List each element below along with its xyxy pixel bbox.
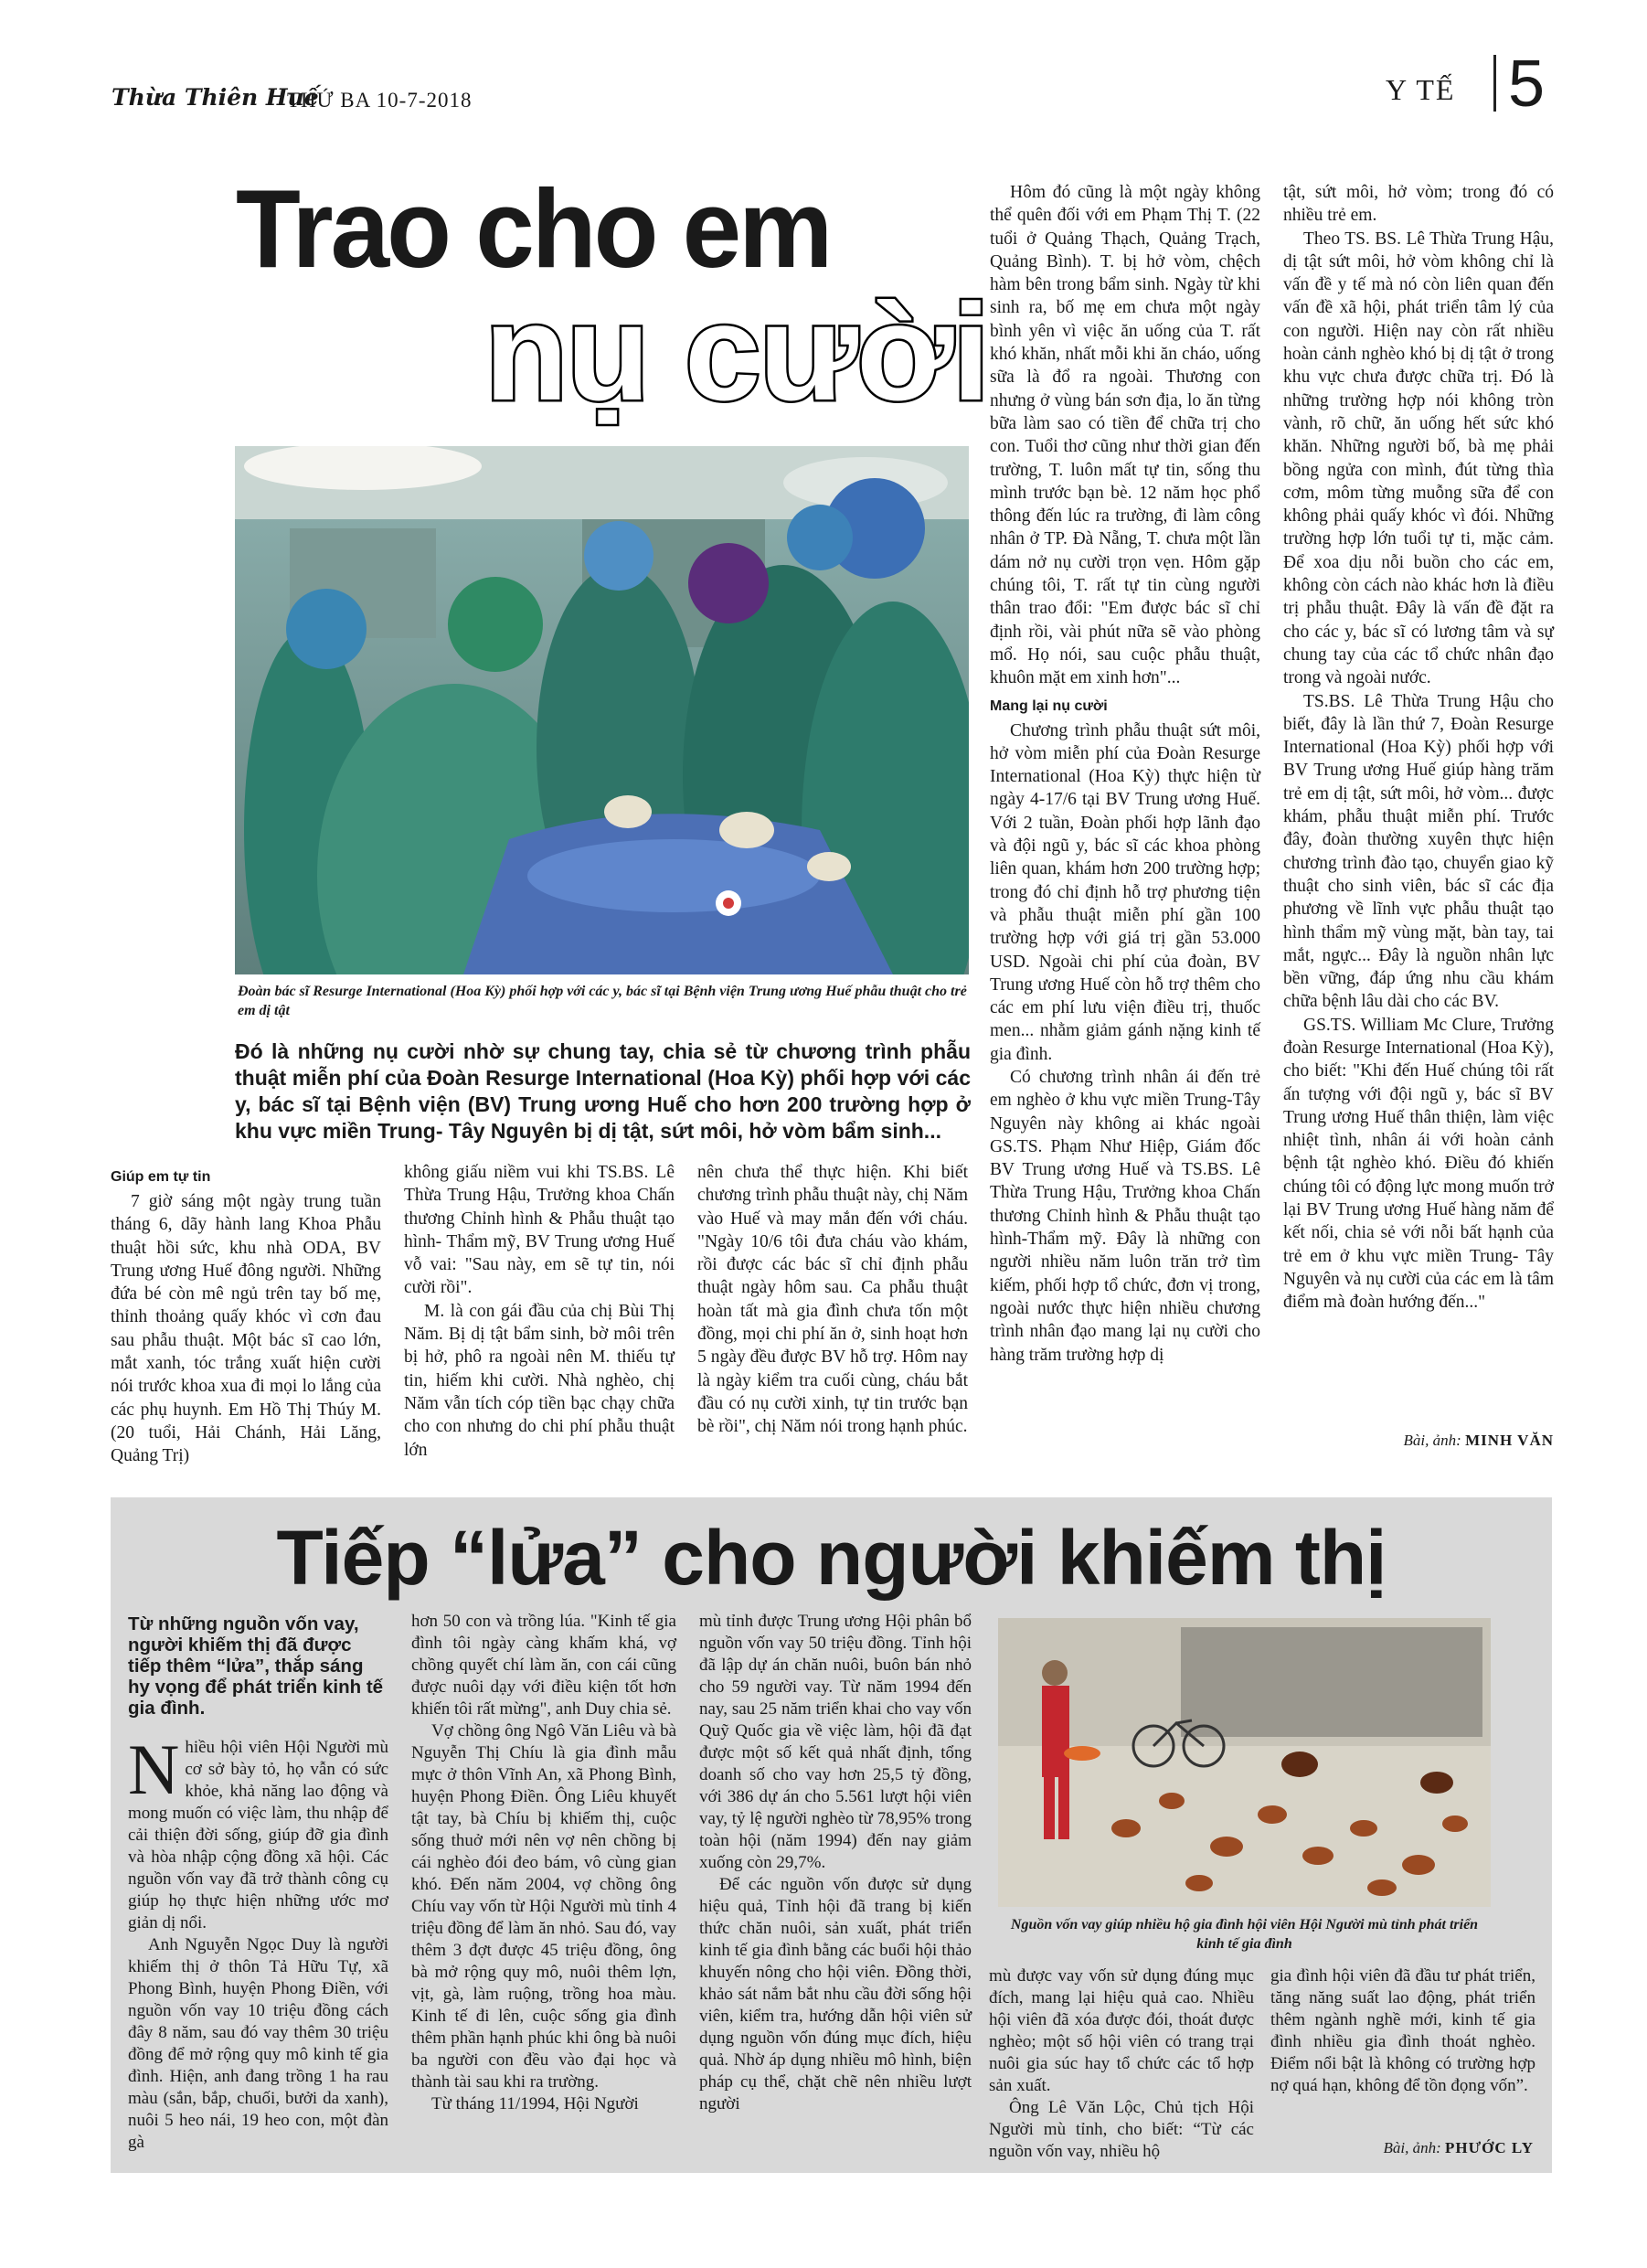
article-lead: Đó là những nụ cười nhờ sự chung tay, chia sẻ từ chương trình phẫu thuật miễn phí của Đoàn Resurge International (Hoa Kỳ) phối hợp với các y, bác sĩ tại Bệnh viện (BV) Trung ương Huế cho hơn 200 trường hợp ở khu vực miền Trung- Tây Nguyên bị dị tật, sứt môi, hở vòm bẩm sinh... — [235, 1039, 971, 1143]
paragraph: nên chưa thể thực hiện. Khi biết chương trình phẫu thuật này, chị Năm vào Huế và may mắn đến với cháu. "Ngày 10/6 tôi đưa cháu vào khám, rồi được các bác sĩ chỉ định phẫu thuật ngày hôm sau. Ca phẫu thuật hoàn tất mà gia đình chưa tốn một đồng, mọi chi phí ăn ở, sinh hoạt hơn 5 ngày đều được BV hỗ trợ. Hôm nay là ngày kiểm tra cuối cùng, cháu bắt đầu có nụ cười xinh, tự tin trước bạn bè rồi", chị Năm nói trong hạnh phúc. — [697, 1163, 968, 1437]
section-label: Y TẾ — [1386, 73, 1456, 106]
paragraph: mù được vay vốn sử dụng đúng mục đích, mang lại hiệu quả cao. Nhiều hội viên đã xóa được đói, thoát được nghèo; một số hội viên có trang trại nuôi gia súc hay tổ chức các tổ hợp sản xuất. — [989, 1966, 1254, 2095]
article2-column-5 — [1270, 1965, 1535, 2097]
paragraph: Vợ chồng ông Ngô Văn Liêu và bà Nguyễn Thị Chíu là gia đình mẫu mực ở thôn Vĩnh An, xã Phong Bình, huyện Phong Điền. Ông Liêu khuyết tật tay, bà Chíu bị khiếm thị, cuộc sống thuở mới nên vợ nên chồng bị cái nghèo đói đeo bám, vô cùng gian khó. Đến năm 2004, vợ chồng ông Chíu vay vốn từ Hội Người mù tỉnh 4 triệu đồng để làm ăn nhỏ. Sau đó, vay thêm 3 đợt được 45 triệu đồng, ông bà mở rộng quy mô, nuôi thêm lợn, vịt, gà, làm ruộng, trồng hoa màu. Kinh tế đi lên, cuộc sống gia đình thêm phần hạnh phúc khi ông bà nuôi ba người con đều vào đại học và thành tài sau khi ra trường. — [411, 1721, 676, 2092]
article1-column-5 — [1283, 181, 1554, 1315]
paragraph: Theo TS. BS. Lê Thừa Trung Hậu, dị tật sứt môi, hở vòm không chỉ là vấn đề y tế mà nó còn liên quan đến vấn đề xã hội, phát triển tâm lý của con người. Hiện nay còn rất nhiều hoàn cảnh nghèo khó bị dị tật ở trong khu vực chưa được chữa trị. Đó là những trường hợp nói không tròn vành, rõ chữ, ăn uống hết sức khó khăn. Những người bố, bà mẹ phải bồng ngửa con mình, đút từng thìa cơm, môm từng muỗng sữa để con không phải quấy khóc vì đói. Những trường hợp lớn tuổi tự ti, mặc cảm. Để xoa dịu nỗi buồn cho các em, không còn cách nào khác hơn là điều trị phẫu thuật. Đây là vấn đề đặt ra cho các y, bác sĩ có lương tâm và sự chung tay của các tổ chức nhân đạo trong và ngoài nước. — [1283, 229, 1554, 688]
byline-author: PHƯỚC LY — [1445, 2139, 1534, 2156]
byline-author: MINH VĂN — [1465, 1432, 1554, 1449]
paragraph: GS.TS. William Mc Clure, Trưởng đoàn Resurge International (Hoa Kỳ), cho biết: "Khi đến Huế chúng tôi rất ấn tượng với đội ngũ y, bác sĩ BV Trung ương Huế thân thiện, làm việc nhiệt tình, nhân ái với hoàn cảnh bệnh tật nghèo khó. Điều đó khiến chúng tôi có động lực mong muốn trở lại BV Trung ương Huế hàng năm để kết nối, chia sẻ với nỗi bất hạnh của trẻ em ở khu vực miền Trung- Tây Nguyên và nụ cười của các em là tâm điểm mà đoàn hướng đến..." — [1283, 1015, 1554, 1313]
paragraph: Để các nguồn vốn được sử dụng hiệu quả, Tỉnh hội đã trang bị kiến thức chăn nuôi, sản xuất, phát triển kinh tế gia đình bằng các buổi hội thảo khuyến nông cho hội viên. Đồng thời, khảo sát nắm bắt nhu cầu đời sống hội viên, kiểm tra, hướng dẫn hội viên sử dụng nguồn vốn đúng mục đích, hiệu quả. Nhờ áp dụng nhiều mô hình, biện pháp cụ thể, chặt chẽ nên nhiều lượt người — [699, 1875, 972, 2114]
subheading: Giúp em tự tin — [111, 1169, 211, 1185]
paragraph: TS.BS. Lê Thừa Trung Hậu cho biết, đây là lần thứ 7, Đoàn Resurge International (Hoa Kỳ) phối hợp với BV Trung ương Huế giúp hàng trăm trẻ em dị tật, sứt môi, hở vòm... được khám, phẫu thuật miễn phí. Trước đây, đoàn thường xuyên thực hiện chương trình đào tạo, chuyển giao kỹ thuật cho sinh viên, bác sĩ các địa phương về lĩnh vực phẫu thuật tạo hình thẩm mỹ vùng mặt, bàn tay, tai mắt, ngực... Đây là nguồn nhân lực bền vững, đáp ứng nhu cầu khám chữa bệnh lâu dài cho các BV. — [1283, 691, 1554, 1012]
paragraph: mù tỉnh được Trung ương Hội phân bổ nguồn vốn vay 50 triệu đồng. Tỉnh hội đã lập dự án chăn nuôi, buôn bán nhỏ cho 59 người vay. Từ năm 1994 đến nay, sau 25 năm triển khai cho vay vốn Quỹ Quốc gia về việc làm, hội đã đạt được một số kết quả nhất định, tổng doanh số cho vay hơn 25,5 tỷ đồng, với 386 dự án cho 5.561 lượt hội viên vay, tỷ lệ người nghèo từ 78,95% trong toàn hội (năm 1994) đến nay giảm xuống còn 29,7%. — [699, 1612, 972, 1872]
article2-lead: Từ những nguồn vốn vay, người khiếm thị đã được tiếp thêm “lửa”, thắp sáng hy vọng để phát triển kinh tế gia đình. — [128, 1613, 384, 1719]
article1-column-3 — [697, 1161, 968, 1439]
article2-column-1 — [128, 1730, 388, 2154]
article-headline-line2: nụ cười — [484, 275, 989, 429]
paragraph: Có chương trình nhân ái đến trẻ em nghèo ở khu vực miền Trung-Tây Nguyên này không ai khác ngoài GS.TS. Phạm Như Hiệp, Giám đốc BV Trung ương Huế và TS.BS. Lê Thừa Trung Hậu, Trưởng khoa Chấn thương Chỉnh hình & Phẫu thuật tạo hình-Thẩm mỹ. Đây là những con người nhiều năm luôn trăn trở tìm kiếm, phối hợp tổ chức, đơn vị trong, ngoài nước thực hiện nhiều chương trình nhân đạo mang lại nụ cười cho hàng trăm trường hợp dị — [990, 1067, 1260, 1365]
surgery-photo — [235, 446, 969, 974]
paragraph-text: hiều hội viên Hội Người mù cơ sở bày tỏ, họ vẫn có sức khỏe, khả năng lao động và mong muốn có việc làm, thu nhập để cải thiện đời sống, giúp đỡ gia đình và hòa nhập cộng đồng xã hội. Các nguồn vốn vay đã trở thành công cụ giúp họ thực hiện những ước mơ giản dị nổi. — [128, 1738, 388, 1933]
byline-prefix: Bài, ảnh: — [1403, 1432, 1461, 1449]
paragraph: M. là con gái đầu của chị Bùi Thị Năm. Bị dị tật bẩm sinh, bờ môi trên bị hở, phô ra ngoài nên M. thiếu tự tin, hiếm khi cười. Nhà nghèo, chị Năm vẫn tích cóp tiền bạc chạy chữa cho con nhưng do chi phí phẫu thuật lớn — [404, 1301, 675, 1460]
article2-column-2 — [411, 1611, 676, 2115]
article2-headline: Tiếp “lửa” cho người khiếm thị — [276, 1515, 1387, 1601]
paragraph: Ông Lê Văn Lộc, Chủ tịch Hội Người mù tỉnh, cho biết: “Từ các nguồn vốn vay, nhiều hộ — [989, 2098, 1254, 2161]
article2-byline — [1270, 2139, 1534, 2157]
chicken-farm-photo — [998, 1618, 1491, 1907]
photo2-caption: Nguồn vốn vay giúp nhiều hộ gia đình hội viên Hội Người mù tỉnh phát triển kinh tế gia đình — [1010, 1917, 1479, 1952]
article2-column-3 — [699, 1611, 972, 2115]
paragraph: Anh Nguyễn Ngọc Duy là người khiếm thị ở thôn Tả Hữu Tự, xã Phong Bình, huyện Phong Điền, với nguồn vốn vay 10 triệu đồng cách đây 8 năm, sau đó vay thêm 30 triệu đồng để mở rộng quy mô kinh tế gia đình. Hiện, anh đang trồng 1 ha rau màu (sắn, bắp, chuối, bưởi da xanh), nuôi 5 heo nái, 19 heo con, một đàn gà — [128, 1935, 388, 2152]
article-headline-line1: Trao cho em — [236, 165, 831, 292]
paragraph: Chương trình phẫu thuật sứt môi, hở vòm miễn phí của Đoàn Resurge International (Hoa Kỳ) thực hiện từ ngày 4-17/6 tại BV Trung ương Huế. Với 2 tuần, Đoàn phối hợp lãnh đạo và đội ngũ y, bác sĩ các khoa phòng liên quan, khám hơn 200 trường hợp; trong đó chỉ định hỗ trợ phương tiện và phẫu thuật miễn phí gần 100 trường hợp với giá trị gần 53.000 USD. Ngoài chi phí của đoàn, BV Trung ương Huế còn hỗ trợ thêm cho các em phí lưu viện điều trị, thuốc men... nhằm giảm gánh nặng kinh tế gia đình. — [990, 720, 1260, 1064]
article1-column-2 — [404, 1161, 675, 1462]
paragraph: tật, sứt môi, hở vòm; trong đó có nhiều trẻ em. — [1283, 183, 1554, 226]
article1-column-4 — [990, 181, 1260, 1367]
paragraph: gia đình hội viên đã đầu tư phát triển, tăng năng suất lao động, phát triển thêm ngành nghề mới, kinh tế gia đình nhiều gia đình thoát nghèo. Điểm nổi bật là không có trường hợp nợ quá hạn, không để tồn đọng vốn”. — [1270, 1966, 1535, 2095]
paragraph: 7 giờ sáng một ngày trung tuần tháng 6, dãy hành lang Khoa Phẫu thuật hồi sức, khu nhà ODA, BV Trung ương Huế đông người. Những đứa bé còn mê ngủ trên tay bố mẹ, thỉnh thoảng quấy khóc vì cơn đau sau phẫu thuật. Một bác sĩ cao lớn, mắt xanh, tóc trắng xuất hiện cười nói trước khoa xua đi mọi lo lắng của các phụ huynh. Em Hồ Thị Thúy M. (20 tuổi, Hải Chánh, Hải Lăng, Quảng Trị) — [111, 1192, 381, 1466]
paragraph: Từ tháng 11/1994, Hội Người — [431, 2094, 639, 2114]
paragraph — [128, 1730, 388, 1934]
article2-column-4 — [989, 1965, 1254, 2163]
paragraph: hơn 50 con và trồng lúa. "Kinh tế gia đình tôi ngày càng khấm khá, vợ chồng quyết chí làm ăn, con cái cũng được nuôi dạy với điều kiện tốt hơn khiến tôi rất mừng", anh Duy chia sẻ. — [411, 1612, 676, 1719]
subheading: Mang lại nụ cười — [990, 697, 1108, 714]
article1-byline — [1283, 1432, 1554, 1450]
surgery-photo-image — [235, 446, 969, 974]
photo-caption: Đoàn bác sĩ Resurge International (Hoa Kỳ) phối hợp với các y, bác sĩ tại Bệnh viện Trung ương Huế phẫu thuật cho trẻ em dị tật — [238, 984, 967, 1018]
publication-name: Thừa Thiên Huế — [112, 84, 319, 111]
article1-column-1 — [111, 1161, 381, 1468]
paragraph: không giấu niềm vui khi TS.BS. Lê Thừa Trung Hậu, Trưởng khoa Chấn thương Chỉnh hình & Phẫu thuật tạo hình- Thẩm mỹ, BV Trung ương Huế vỗ vai: "Sau này, em sẽ tự tin, nói cười rồi". — [404, 1163, 675, 1298]
chicken-farm-photo-image — [998, 1618, 1491, 1907]
paragraph: Hôm đó cũng là một ngày không thể quên đối với em Phạm Thị T. (22 tuổi ở Quảng Thạch, Quảng Trạch, Quảng Bình). T. bị hở vòm, chệch hàm bên trong bẩm sinh. Ngày từ khi sinh ra, bố mẹ em chưa một ngày bình yên vì việc ăn uống của T. rất khó khăn, nhất mỗi khi ăn cháo, uống sữa là đổ ra ngoài. Thương con nhưng ở vùng bán sơn địa, lo ăn từng bữa làm sao có tiền để chữa trị cho con. Tuổi thơ cũng như thời gian đến trường, T. luôn mất tự tin, sống thu mình trước bạn bè. 12 năm học phổ thông đến lúc ra trường, đi làm công nhân ở TP. Đà Nẵng, T. chưa một lần dám nở nụ cười trọn vẹn. Hôm gặp chúng tôi, T. rất tự tin cùng người thân trao đổi: "Em được bác sĩ chỉ định rồi, vài phút nữa sẽ vào phòng mổ. Họ nói, sau cuộc phẫu thuật, khuôn mặt em xinh hơn"... — [990, 183, 1260, 688]
drop-cap: N — [128, 1730, 180, 1809]
issue-date: THỨ BA 10-7-2018 — [287, 89, 473, 112]
byline-prefix: Bài, ảnh: — [1383, 2139, 1441, 2156]
header-divider — [1493, 55, 1496, 112]
page-number: 5 — [1508, 48, 1546, 121]
